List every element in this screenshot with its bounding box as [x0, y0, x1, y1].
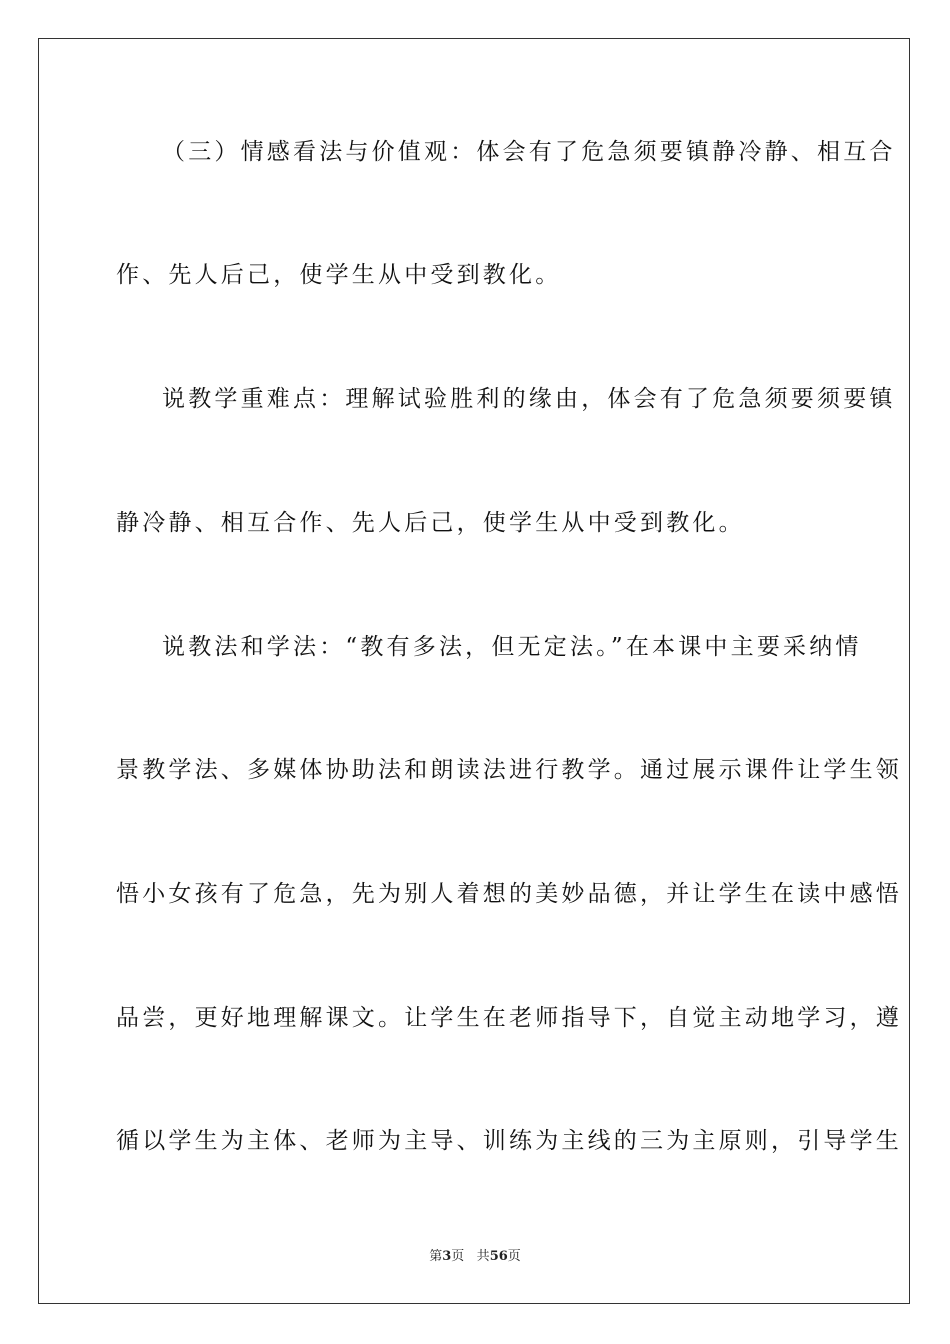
- paragraph-line: 景教学法、多媒体协助法和朗读法进行教学。通过展示课件让学生领: [116, 757, 902, 783]
- paragraph-line: 作、先人后己，使学生从中受到教化。: [116, 262, 562, 288]
- page-footer: [0, 1248, 950, 1266]
- paragraph-line: 说教学重难点：理解试验胜利的缘由，体会有了危急须要须要镇: [162, 386, 896, 412]
- paragraph-line: 悟小女孩有了危急，先为别人着想的美妙品德，并让学生在读中感悟: [116, 881, 902, 907]
- paragraph-line: 说教法和学法：“教有多法，但无定法。”在本课中主要采纳情: [162, 634, 862, 660]
- page-border: [38, 38, 910, 1304]
- page-suffix: 页: [451, 1249, 465, 1264]
- total-suffix: 页: [507, 1249, 521, 1264]
- total-pages: 56: [489, 1249, 508, 1264]
- page-number: 3: [442, 1249, 452, 1264]
- paragraph-line: 品尝，更好地理解课文。让学生在老师指导下，自觉主动地学习，遵: [116, 1005, 902, 1031]
- paragraph-line: （三）情感看法与价值观：体会有了危急须要镇静冷静、相互合: [162, 139, 896, 165]
- paragraph-line: 静冷静、相互合作、先人后己，使学生从中受到教化。: [116, 510, 745, 536]
- paragraph-line: 循以学生为主体、老师为主导、训练为主线的三为主原则，引导学生: [116, 1128, 902, 1154]
- page-prefix: 第: [429, 1249, 443, 1264]
- total-prefix: 共: [476, 1249, 490, 1264]
